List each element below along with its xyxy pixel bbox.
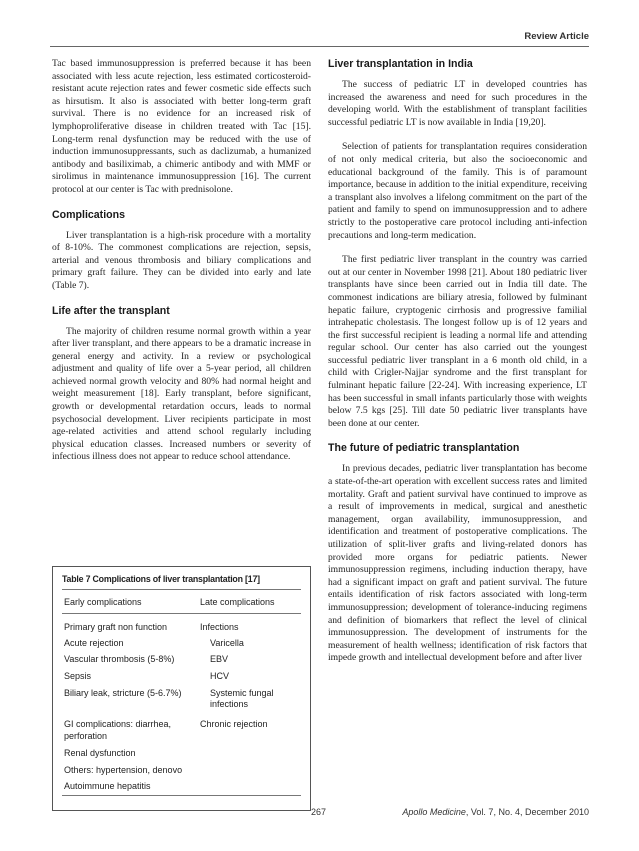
future-heading: The future of pediatric transplantation — [328, 442, 520, 455]
table-cell-late: Varicella — [210, 638, 244, 648]
india-paragraph: Selection of patients for transplantation requires consideration of not only medical criteria, but also the socioeconomic and educational background of the family. This is of paramount importance, because in addition to the initial expenditure, receiving a transplant also involves a lifelong commitment on the part of the patient and family to spend on immunosuppression and to adhere strictly to the postoperative care protocol including anti-infection precautions and long-term medication. — [328, 141, 587, 241]
india-heading: Liver transplantation in India — [328, 58, 473, 70]
table-cell-late: Systemic fungal — [210, 688, 274, 698]
complications-heading: Complications — [52, 208, 125, 221]
right-column — [328, 58, 587, 677]
complications-table — [52, 566, 311, 811]
life-after-transplant-paragraph: The majority of children resume normal growth within a year after liver transplant, and there appears to be a dramatic increase in general energy and activity. In a review or psychological adjustment and quality of life over a 5-year period, all children achieved normal growth velocity and 80% had normal height and weight measurement [18]. Early transplant, before significant, growth or developmental retardation occurs, leads to normal psychosocial development. Liver recipients participate in most age-related activities and attend school regularly including physical education classes. Increased numbers or severity of infectious illness does not appear to reduce school attendance. — [52, 325, 311, 463]
table-header-rule — [62, 613, 301, 614]
complications-paragraph: Liver transplantation is a high-risk procedure with a mortality of 8-10%. The commonest complications are rejection, sepsis, arterial and venous thrombosis and biliary complications and primary graft failure. They can be divided into early and late (Table 7). — [52, 229, 311, 291]
table-header-early: Early complications — [64, 597, 142, 607]
india-paragraph: The first pediatric liver transplant in the country was carried out at our center in November 1998 [21]. About 180 pediatric liver transplants have since been carried out in India till date. The commonest indications are biliary atresia, followed by fulminant hepatic failure, cryptogenic cirrhosis and progressive familial intrahepatic cholestasis. The longest follow up is of 12 years and the first successful recipient is leading a normal life and attending regular school. Our center has also carried out the youngest successful pediatric liver transplant in a 6 month old child, in a child with Crigler-Najjar syndrome and the first transplant for fulminant hepatic failure [22-24]. With increasing experience, LT has been successful in small infants particularly those with weights below 7.5 kgs [25]. Till date 50 pediatric liver transplants have been done at our center. — [328, 254, 587, 429]
table-cell-early: Renal dysfunction — [64, 748, 136, 758]
journal-name: Apollo Medicine — [402, 807, 466, 817]
life-after-transplant-heading: Life after the transplant — [52, 304, 170, 317]
table-cell-early: GI complications: diarrhea, — [64, 719, 172, 729]
table-cell-early: perforation — [64, 731, 108, 741]
table-cell-early: Vascular thrombosis (5-8%) — [64, 654, 175, 664]
table-cell-early: Primary graft non function — [64, 622, 168, 632]
journal-volume: , Vol. 7, No. 4, December 2010 — [465, 807, 589, 817]
table-cell-early: Biliary leak, stricture (5-6.7%) — [64, 688, 182, 698]
table-cell-late: EBV — [210, 654, 229, 664]
intro-paragraph: Tac based immunosuppression is preferred because it has been associated with less acute rejection, less estimated corticosteroid-resistant acute rejection rates and fewer cosmetic side effects such as hirsutism. It also is associated with better long-term graft survival. There is no evidence for an increased risk of lymphoproliferative disease in children treated with Tac [15]. Long-term renal dysfunction may be reduced with the use of induction immunosuppressants, such as daclizumab, a humanized antibody and basiliximab, a chimeric antibody and with MMF or sirolimus in maintenance immunosuppression [16]. The current protocol at our center is Tac with prednisolone. — [52, 58, 311, 195]
table-top-rule — [62, 589, 301, 590]
table-cell-early: Others: hypertension, denovo — [64, 765, 183, 775]
table-cell-late: Chronic rejection — [200, 719, 268, 729]
india-paragraph: The success of pediatric LT in developed countries has increased the awareness and need for such procedures in the developing world. With the establishment of transplant facilities successful pediatric LT is now available in India [19,20]. — [328, 79, 587, 128]
table-cell-late: infections — [210, 699, 249, 709]
table-caption: Table 7 Complications of liver transplantation [17] — [62, 574, 260, 584]
table-cell-late: Infections — [200, 622, 239, 632]
table-header-late: Late complications — [200, 597, 275, 607]
page-number: 267 — [311, 807, 327, 817]
table-cell-late: HCV — [210, 671, 230, 681]
left-column — [52, 58, 311, 476]
future-paragraph: In previous decades, pediatric liver transplantation has become a state-of-the-art operation with excellent success rates and limited mortality. Graft and patient survival have continued to improve as a result of improvements in medical, surgical and anesthetic management, organ availability, immunosuppression, and identification and treatment of postoperative complications. The utilization of split-liver grafts and living-related donors has provided more organs for pediatric patients. Newer immunosuppression regimens, including induction therapy, have had a significant impact on graft and patient survival. The future entails identification of risk factors associated with long-term immunosuppression; development of tolerance-inducing regimens and definition of biomarkers that reflect the level of clinical immunosuppression. The development of instruments for the measurement of health wellness; identification of risk factors that impede growth and intellectual development before and after liver — [328, 463, 587, 664]
table-cell-early: Acute rejection — [64, 638, 124, 648]
section-label: Review Article — [524, 31, 589, 42]
header-rule — [50, 46, 589, 47]
table-bottom-rule — [62, 795, 301, 796]
table-cell-early: Sepsis — [64, 671, 92, 681]
table-cell-early: Autoimmune hepatitis — [64, 781, 151, 791]
journal-citation — [402, 807, 589, 817]
